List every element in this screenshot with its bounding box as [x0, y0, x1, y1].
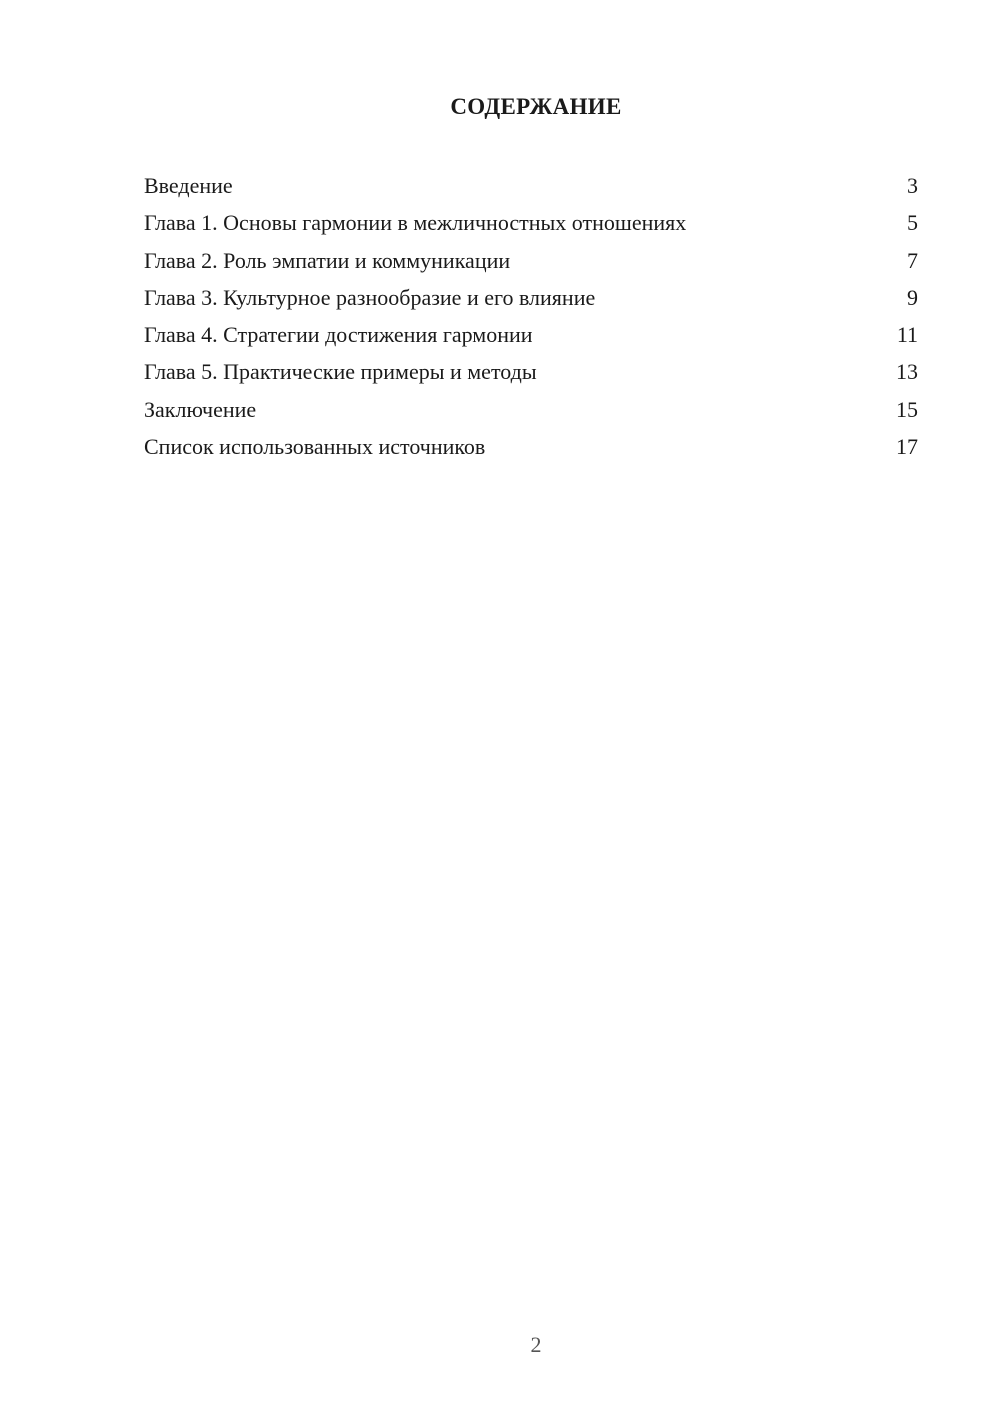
toc-entry-title: Заключение	[144, 396, 257, 422]
page-number: 2	[530, 1332, 542, 1357]
toc-entry-title: Глава 2. Роль эмпатии и коммуникации	[144, 247, 511, 273]
toc-entry-chapter-2[interactable]	[144, 242, 918, 279]
toc-entry-title: Глава 3. Культурное разнообразие и его влияние	[144, 284, 596, 310]
toc-entry-title: Список использованных источников	[144, 434, 486, 460]
toc-entry-page-number: 13	[896, 359, 918, 385]
toc-entry-page-number: 3	[907, 173, 918, 198]
toc-entry-page-number: 11	[896, 322, 918, 348]
toc-entry-references[interactable]	[144, 428, 918, 465]
toc-entry-page-number: 15	[896, 396, 918, 422]
toc-entry-page-number: 5	[907, 210, 918, 236]
toc-entry-chapter-4[interactable]	[144, 316, 918, 353]
toc-entry-page-number: 17	[896, 434, 918, 460]
toc-entry-chapter-1[interactable]	[144, 204, 918, 241]
toc-entry-title: Глава 4. Стратегии достижения гармонии	[144, 322, 533, 348]
toc-entry-title: Глава 5. Практические примеры и методы	[144, 359, 537, 385]
toc-entry-conclusion[interactable]	[144, 391, 918, 428]
toc-entry-title: Введение	[144, 173, 233, 198]
toc-entry-chapter-3[interactable]	[144, 279, 918, 316]
toc-entry-page-number: 7	[907, 247, 918, 273]
toc-entry-chapter-5[interactable]	[144, 353, 918, 390]
page-title: СОДЕРЖАНИЕ	[450, 94, 622, 119]
toc-entry-page-number: 9	[907, 284, 918, 310]
toc-entry-introduction[interactable]	[144, 167, 918, 204]
toc-entry-title: Глава 1. Основы гармонии в межличностных отношениях	[144, 210, 687, 236]
table-of-contents	[144, 167, 918, 465]
